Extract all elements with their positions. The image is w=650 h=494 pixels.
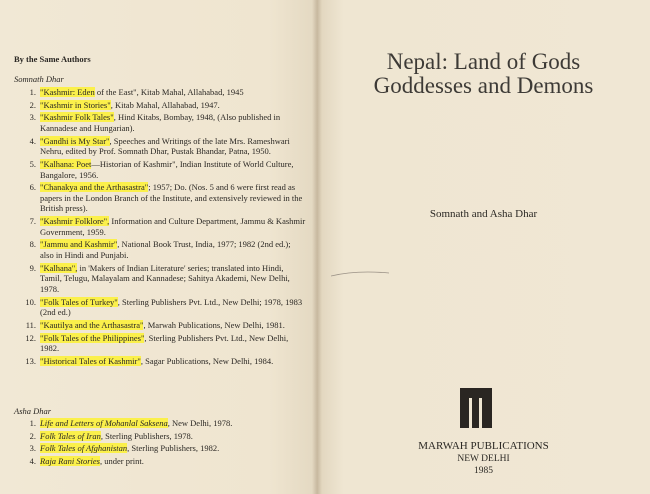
- list-item: 12. "Folk Tales of the Philippines", Sterling Publishers Pvt. Ltd., New Delhi, 1982.: [25, 332, 289, 354]
- list-item: 5. "Kalhana: Poet—Historian of Kashmir", Indian Institute of World Culture, Bangalore, 1956.: [29, 158, 294, 180]
- list-item: 2. "Kashmir in Stories", Kitab Mahal, Allahabad, 1947.: [29, 99, 220, 110]
- book-title-line1: Nepal: Land of Gods: [386, 49, 581, 74]
- list-item: 9. "Kalhana", in 'Makers of Indian Literature' series; translated into Hindi, Tamil, Telugu, Malayalam and Kannadese; Sahitya Akademi, New Delhi, 1978.: [29, 262, 290, 294]
- publisher-name: MARWAH PUBLICATIONS: [418, 440, 549, 452]
- list-item: 8. "Jammu and Kashmir", National Book Trust, India, 1977; 1982 (2nd ed.); also in Hindi and Punjabi.: [29, 239, 291, 260]
- author-name-somnath: Somnath Dhar: [14, 74, 64, 84]
- book-title: [317, 50, 650, 98]
- list-item: 4. Raja Rani Stories, under print.: [29, 456, 144, 467]
- list-item: 7. "Kashmir Folklore", Information and Culture Department, Jammu & Kashmir Government, 1959.: [29, 216, 306, 237]
- list-item: 11. "Kautilya and the Arthasastra", Marwah Publications, New Delhi, 1981.: [25, 319, 285, 330]
- marwah-m-logo-icon: [460, 388, 492, 428]
- somnath-book-list: [14, 87, 306, 368]
- list-item: 1. Life and Letters of Mohanlal Saksena, New Delhi, 1978.: [29, 418, 233, 428]
- pencil-mark-icon: [331, 270, 391, 280]
- list-item: 1. "Kashmir: Eden of the East", Kitab Mahal, Allahabad, 1945: [29, 87, 244, 97]
- left-page: [0, 0, 317, 494]
- book-title-line2: Goddesses and Demons: [373, 73, 594, 98]
- list-item: 3. "Kashmir Folk Tales", Hind Kitabs, Bombay, 1948, (Also published in Kannadese and Hungarian).: [29, 112, 281, 133]
- book-spine-gutter: [312, 0, 322, 494]
- author-name-asha: Asha Dhar: [14, 406, 52, 416]
- publication-year: 1985: [474, 466, 493, 476]
- list-item: 6. "Chanakya and the Arthasastra"; 1957; Do. (Nos. 5 and 6 were first read as papers in the London Branch of the Institute, and extensively reviewed in the British press).: [29, 182, 303, 214]
- list-item: 10. "Folk Tales of Turkey", Sterling Publishers Pvt. Ltd., New Delhi; 1978, 1983 (2nd ed.): [25, 296, 303, 318]
- list-item: 2. Folk Tales of Iran, Sterling Publishers, 1978.: [29, 430, 193, 441]
- list-item: 4. "Gandhi is My Star", Speeches and Writings of the late Mrs. Rameshwari Nehru, edited by Prof. Somnath Dhar, Pustak Bhandar, Patna, 1950.: [29, 135, 290, 157]
- title-page: [317, 0, 650, 494]
- asha-book-list: [14, 418, 306, 469]
- book-authors: Somnath and Asha Dhar: [429, 208, 538, 220]
- list-item: 13. "Historical Tales of Kashmir", Sagar Publications, New Delhi, 1984.: [25, 355, 274, 366]
- publisher-city: NEW DELHI: [457, 454, 510, 464]
- by-same-authors-heading: By the Same Authors: [14, 54, 91, 64]
- list-item: 3. Folk Tales of Afghanistan, Sterling Publishers, 1982.: [29, 443, 220, 454]
